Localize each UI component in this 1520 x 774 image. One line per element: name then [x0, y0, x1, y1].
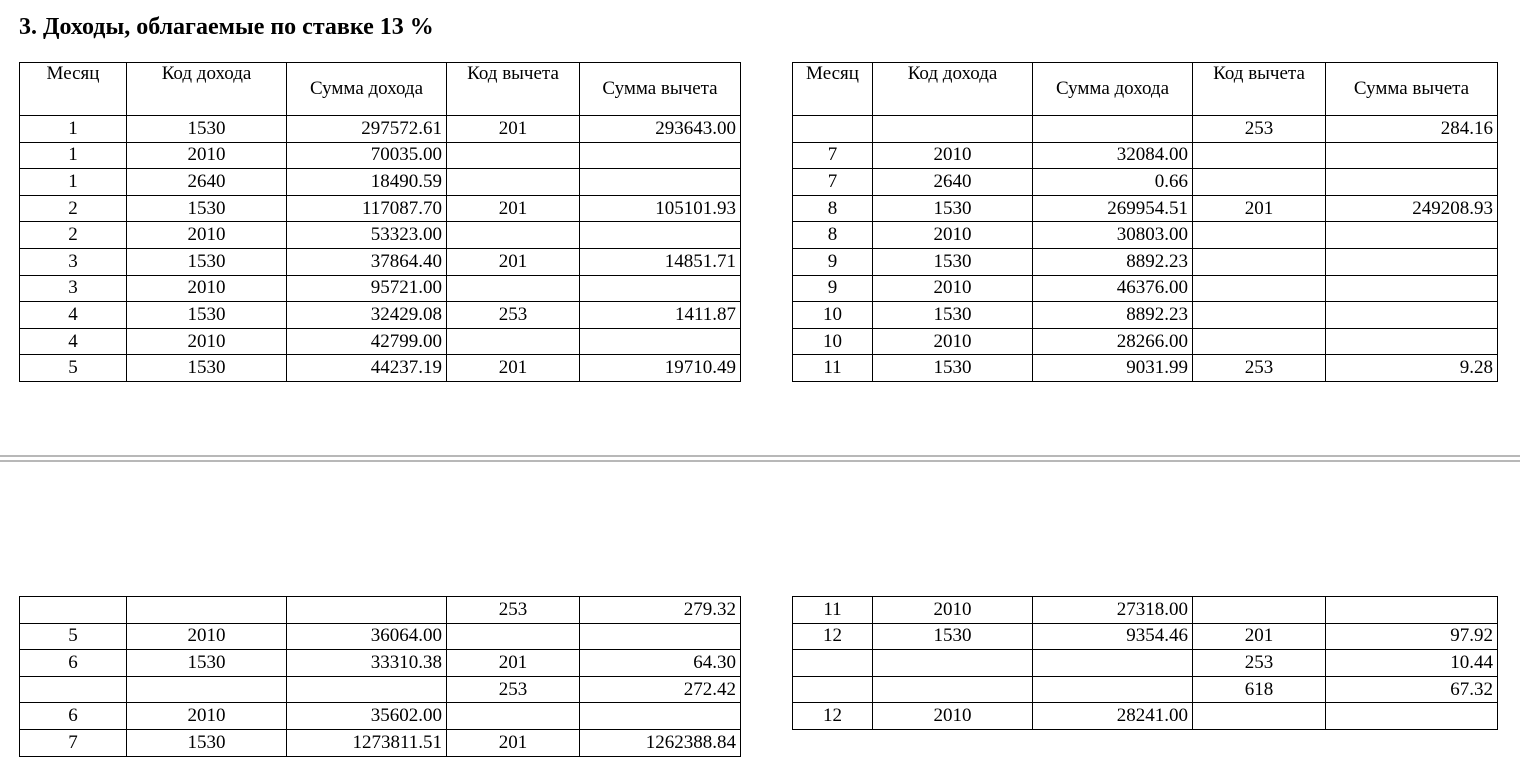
cell-income-code: 2010: [127, 275, 287, 302]
cell-deduction-sum: [580, 328, 741, 355]
cell-month: 7: [793, 142, 873, 169]
cell-deduction-sum: 67.32: [1326, 676, 1498, 703]
table-row: [793, 275, 1498, 302]
cell-month: 10: [793, 328, 873, 355]
cell-income-sum: 9031.99: [1033, 355, 1193, 382]
header-income-code: Код дохода: [873, 63, 1033, 116]
cell-deduction-code: [1193, 248, 1326, 275]
cell-deduction-code: [1193, 703, 1326, 730]
cell-deduction-code: [1193, 142, 1326, 169]
income-table-page2-left: [19, 596, 741, 757]
cell-deduction-code: 253: [447, 676, 580, 703]
cell-income-sum: 0.66: [1033, 169, 1193, 196]
cell-income-code: 1530: [873, 248, 1033, 275]
cell-income-code: 1530: [873, 195, 1033, 222]
table-row: [793, 676, 1498, 703]
cell-deduction-sum: 105101.93: [580, 195, 741, 222]
cell-income-code: [127, 597, 287, 624]
cell-income-code: 2010: [873, 222, 1033, 249]
cell-month: 9: [793, 248, 873, 275]
cell-deduction-code: 201: [1193, 623, 1326, 650]
table-row: [20, 169, 741, 196]
cell-deduction-code: [447, 275, 580, 302]
cell-deduction-code: 253: [1193, 116, 1326, 143]
cell-month: 2: [20, 195, 127, 222]
table-row: [793, 222, 1498, 249]
cell-income-sum: 44237.19: [287, 355, 447, 382]
cell-deduction-code: 201: [1193, 195, 1326, 222]
cell-income-sum: 1273811.51: [287, 729, 447, 756]
cell-month: [20, 676, 127, 703]
cell-month: 7: [20, 729, 127, 756]
cell-deduction-sum: 279.32: [580, 597, 741, 624]
table-row: [793, 142, 1498, 169]
header-month: Месяц: [793, 63, 873, 116]
cell-deduction-sum: 272.42: [580, 676, 741, 703]
cell-month: 8: [793, 195, 873, 222]
cell-deduction-sum: [580, 703, 741, 730]
table-row: [793, 248, 1498, 275]
cell-deduction-sum: 284.16: [1326, 116, 1498, 143]
table-row: [20, 195, 741, 222]
cell-deduction-sum: [1326, 597, 1498, 624]
table-row: [20, 703, 741, 730]
header-deduction-code: Код вычета: [447, 63, 580, 116]
cell-income-sum: [287, 676, 447, 703]
cell-month: 5: [20, 623, 127, 650]
cell-income-sum: [287, 597, 447, 624]
cell-deduction-sum: [580, 275, 741, 302]
table-row: [793, 328, 1498, 355]
table-row: [20, 623, 741, 650]
header-deduction-sum: Сумма вычета: [1326, 63, 1498, 116]
cell-income-code: 2640: [873, 169, 1033, 196]
cell-income-code: 2010: [873, 275, 1033, 302]
cell-income-sum: 9354.46: [1033, 623, 1193, 650]
cell-income-sum: [1033, 116, 1193, 143]
cell-deduction-code: 201: [447, 729, 580, 756]
cell-income-code: 2010: [873, 142, 1033, 169]
cell-income-sum: 53323.00: [287, 222, 447, 249]
cell-deduction-code: [1193, 302, 1326, 329]
cell-income-sum: 8892.23: [1033, 302, 1193, 329]
cell-income-sum: 28241.00: [1033, 703, 1193, 730]
header-row: [20, 63, 741, 116]
table-row: [20, 729, 741, 756]
cell-income-code: [127, 676, 287, 703]
table-row: [20, 222, 741, 249]
cell-deduction-sum: 19710.49: [580, 355, 741, 382]
cell-income-code: 1530: [127, 302, 287, 329]
cell-deduction-code: [1193, 328, 1326, 355]
cell-income-code: 2010: [127, 142, 287, 169]
cell-deduction-code: [447, 142, 580, 169]
header-deduction-sum: Сумма вычета: [580, 63, 741, 116]
table-row: [793, 623, 1498, 650]
cell-deduction-code: 201: [447, 650, 580, 677]
header-row: [793, 63, 1498, 116]
table-row: [793, 116, 1498, 143]
table-row: [20, 248, 741, 275]
cell-income-code: 1530: [127, 355, 287, 382]
cell-income-code: 1530: [127, 650, 287, 677]
cell-deduction-code: [447, 328, 580, 355]
cell-deduction-sum: 97.92: [1326, 623, 1498, 650]
cell-deduction-sum: [580, 169, 741, 196]
cell-month: 12: [793, 623, 873, 650]
cell-income-sum: [1033, 676, 1193, 703]
cell-month: 11: [793, 355, 873, 382]
cell-month: [793, 116, 873, 143]
cell-deduction-code: 201: [447, 355, 580, 382]
cell-deduction-code: [447, 703, 580, 730]
cell-income-code: 2010: [873, 597, 1033, 624]
cell-income-code: 2010: [127, 703, 287, 730]
cell-income-sum: 33310.38: [287, 650, 447, 677]
cell-deduction-code: 201: [447, 248, 580, 275]
cell-month: 4: [20, 328, 127, 355]
cell-deduction-code: 253: [447, 302, 580, 329]
cell-income-code: [873, 676, 1033, 703]
page-break-line: [0, 455, 1520, 457]
cell-deduction-code: 253: [1193, 650, 1326, 677]
cell-deduction-sum: 14851.71: [580, 248, 741, 275]
cell-income-code: 2640: [127, 169, 287, 196]
cell-income-code: 1530: [127, 116, 287, 143]
cell-income-sum: 297572.61: [287, 116, 447, 143]
cell-deduction-code: 253: [447, 597, 580, 624]
page-break-line: [0, 460, 1520, 462]
cell-month: 3: [20, 248, 127, 275]
cell-income-code: 2010: [127, 623, 287, 650]
table-row: [793, 597, 1498, 624]
cell-month: 6: [20, 650, 127, 677]
cell-income-code: 1530: [873, 302, 1033, 329]
cell-deduction-sum: [1326, 275, 1498, 302]
cell-income-sum: 46376.00: [1033, 275, 1193, 302]
cell-month: 11: [793, 597, 873, 624]
cell-income-sum: 30803.00: [1033, 222, 1193, 249]
cell-deduction-code: 618: [1193, 676, 1326, 703]
cell-deduction-sum: 9.28: [1326, 355, 1498, 382]
table-row: [20, 116, 741, 143]
cell-deduction-code: [447, 623, 580, 650]
cell-month: 5: [20, 355, 127, 382]
table-row: [793, 302, 1498, 329]
cell-income-code: 2010: [127, 222, 287, 249]
table-row: [20, 142, 741, 169]
cell-month: 10: [793, 302, 873, 329]
cell-income-sum: 32084.00: [1033, 142, 1193, 169]
cell-income-sum: 28266.00: [1033, 328, 1193, 355]
header-income-sum: Сумма дохода: [1033, 63, 1193, 116]
header-month: Месяц: [20, 63, 127, 116]
cell-income-code: 1530: [873, 355, 1033, 382]
cell-deduction-code: [1193, 169, 1326, 196]
cell-month: [793, 676, 873, 703]
cell-deduction-sum: 10.44: [1326, 650, 1498, 677]
section-title: 3. Доходы, облагаемые по ставке 13 %: [19, 14, 434, 40]
header-deduction-code: Код вычета: [1193, 63, 1326, 116]
cell-deduction-sum: [1326, 142, 1498, 169]
cell-month: 3: [20, 275, 127, 302]
cell-income-sum: 35602.00: [287, 703, 447, 730]
cell-month: 2: [20, 222, 127, 249]
cell-deduction-code: 201: [447, 116, 580, 143]
cell-deduction-code: [1193, 275, 1326, 302]
cell-income-sum: 42799.00: [287, 328, 447, 355]
cell-income-code: 1530: [127, 248, 287, 275]
table-row: [20, 275, 741, 302]
cell-income-sum: 27318.00: [1033, 597, 1193, 624]
cell-month: 7: [793, 169, 873, 196]
cell-deduction-code: 201: [447, 195, 580, 222]
cell-income-sum: 70035.00: [287, 142, 447, 169]
cell-income-code: [873, 650, 1033, 677]
cell-month: 6: [20, 703, 127, 730]
cell-deduction-code: [1193, 597, 1326, 624]
cell-deduction-sum: [1326, 703, 1498, 730]
table-row: [793, 355, 1498, 382]
income-table-page1-left: [19, 62, 741, 382]
cell-deduction-sum: [1326, 328, 1498, 355]
cell-month: 1: [20, 169, 127, 196]
table-row: [20, 597, 741, 624]
table-row: [793, 703, 1498, 730]
income-table-page1-right: [792, 62, 1498, 382]
cell-month: 8: [793, 222, 873, 249]
table-row: [793, 650, 1498, 677]
cell-month: [793, 650, 873, 677]
cell-deduction-code: [447, 222, 580, 249]
table-row: [20, 676, 741, 703]
table-row: [20, 355, 741, 382]
cell-deduction-sum: [580, 142, 741, 169]
cell-deduction-sum: [580, 623, 741, 650]
cell-income-code: [873, 116, 1033, 143]
cell-income-code: 2010: [127, 328, 287, 355]
header-income-sum: Сумма дохода: [287, 63, 447, 116]
cell-income-sum: 32429.08: [287, 302, 447, 329]
table-row: [793, 195, 1498, 222]
cell-income-sum: [1033, 650, 1193, 677]
cell-deduction-sum: 1411.87: [580, 302, 741, 329]
cell-month: [20, 597, 127, 624]
cell-deduction-sum: [1326, 222, 1498, 249]
cell-month: 1: [20, 142, 127, 169]
cell-income-code: 2010: [873, 703, 1033, 730]
income-table-page2-right: [792, 596, 1498, 730]
cell-month: 9: [793, 275, 873, 302]
cell-deduction-code: [447, 169, 580, 196]
table-row: [20, 650, 741, 677]
cell-month: 4: [20, 302, 127, 329]
cell-deduction-sum: [1326, 248, 1498, 275]
cell-deduction-sum: 64.30: [580, 650, 741, 677]
cell-deduction-sum: 293643.00: [580, 116, 741, 143]
cell-income-sum: 95721.00: [287, 275, 447, 302]
cell-deduction-sum: [1326, 169, 1498, 196]
cell-deduction-sum: 249208.93: [1326, 195, 1498, 222]
table-row: [793, 169, 1498, 196]
cell-month: 12: [793, 703, 873, 730]
cell-income-sum: 117087.70: [287, 195, 447, 222]
cell-deduction-sum: 1262388.84: [580, 729, 741, 756]
cell-deduction-code: 253: [1193, 355, 1326, 382]
cell-month: 1: [20, 116, 127, 143]
cell-income-sum: 8892.23: [1033, 248, 1193, 275]
cell-income-sum: 269954.51: [1033, 195, 1193, 222]
header-income-code: Код дохода: [127, 63, 287, 116]
table-row: [20, 302, 741, 329]
cell-income-sum: 36064.00: [287, 623, 447, 650]
table-row: [20, 328, 741, 355]
cell-income-code: 1530: [127, 195, 287, 222]
cell-income-sum: 37864.40: [287, 248, 447, 275]
cell-income-code: 1530: [873, 623, 1033, 650]
cell-income-sum: 18490.59: [287, 169, 447, 196]
cell-deduction-code: [1193, 222, 1326, 249]
cell-income-code: 1530: [127, 729, 287, 756]
cell-income-code: 2010: [873, 328, 1033, 355]
cell-deduction-sum: [580, 222, 741, 249]
cell-deduction-sum: [1326, 302, 1498, 329]
